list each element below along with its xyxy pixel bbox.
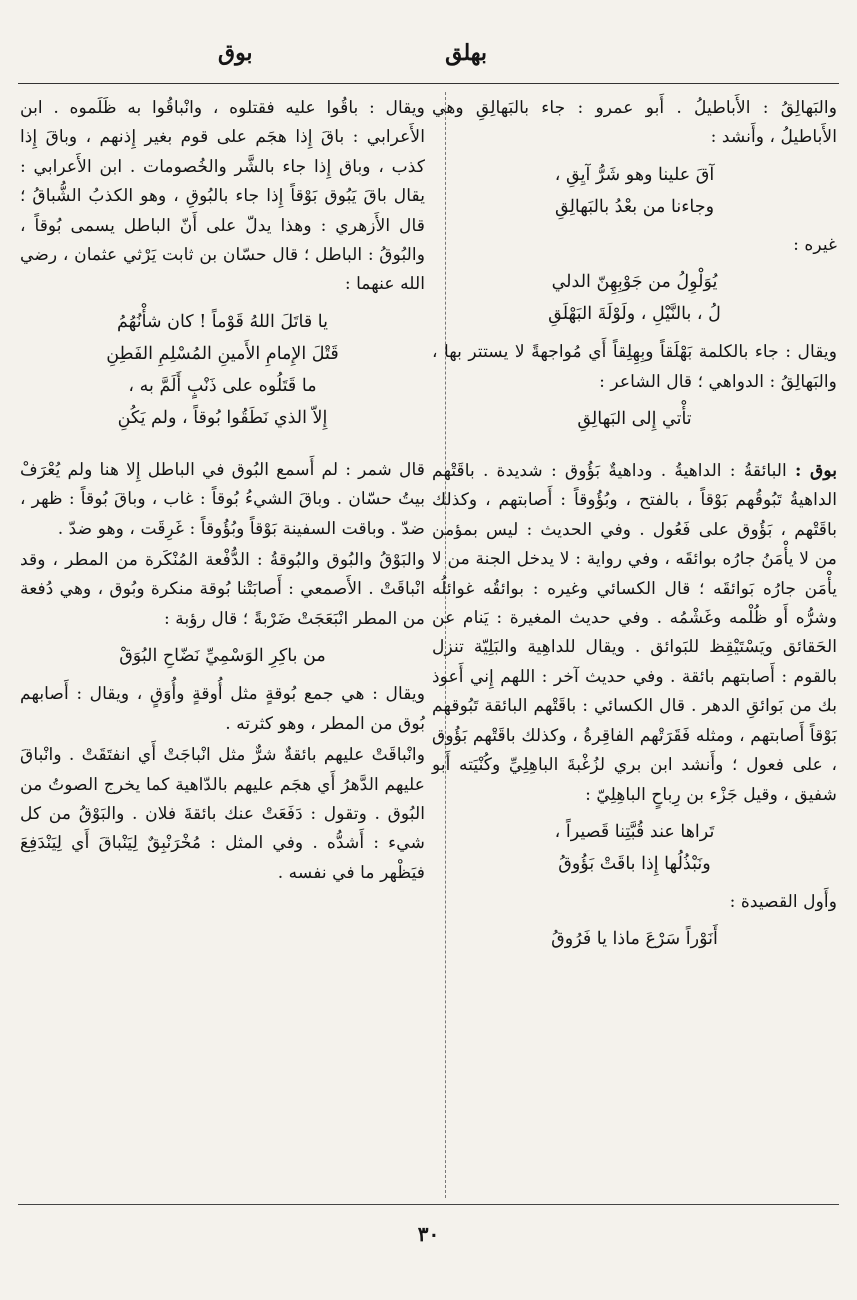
verse [432, 403, 837, 435]
verse [20, 640, 425, 672]
paragraph: قال شمر : لم أَسمع البُوق في الباطل إِلا هنا ولم يُعْرَفْ بيتُ حسّان . وباقَ الشيءُ بُوقاً : غاب ، وباقَ بُوقاً : ظهر ، ضدّ . وباقت السفينة بَوْقاً وبُؤُوقاً : غَرِقَت ، وهو ضدّ . [20, 459, 425, 539]
running-header-right: بهلق [445, 40, 487, 66]
left-column [20, 94, 425, 890]
verse-line: ونَبْذُلُها إِذا باقَتْ بَؤُوقُ [558, 853, 711, 874]
verse-line: تَراها عند قُبَّتِنا قَصيراً ، [554, 821, 715, 842]
paragraph: والبَهالِقُ : الأَباطيلُ . أَبو عمرو : جاء بالبَهالِقِ وهي الأَباطيلُ ، وأَنشد : [432, 98, 837, 148]
right-column [432, 94, 837, 963]
paragraph [432, 457, 837, 810]
verse-line: آقَ علينا وهو شَرُّ آيِقِ ، [554, 164, 715, 185]
verse [20, 306, 425, 434]
verse-line: وجاءنا من بعْدُ بالبَهالِقِ [554, 196, 715, 217]
verse-line: إِلاّ الذي نَطَقُوا بُوقاً ، ولم يَكُنِ [117, 407, 328, 428]
header-rule [18, 83, 839, 84]
verse-line: قَتْلَ الإِمامِ الأَمينِ المُسْلِمِ الفَطِنِ [106, 343, 339, 364]
paragraph: وانْباقَتْ عليهم بائقةٌ شرٌّ مثل انْباجَتْ أَي انفتَقَتْ . وانْباقَ عليهم الدَّهرُ أَي هجَم عليهم بالدّاهية كما يخرج الصوتُ من البُوق . وتقول : دَفَعَتْ عنك بائقةَ فلان . والبَوْقُ من كل شيء : أَشدُّه . وفي المثل : مُخْرَنْبِقٌ لِيَنْباقَ أَي لِيَنْدَفِعَ فيَظْهر ما في نفسه . [20, 745, 425, 883]
verse [432, 816, 837, 880]
verse-line: ما قَتَلُوه على ذَنْبٍ أَلَمَّ به ، [128, 375, 317, 396]
footer-rule [18, 1204, 839, 1205]
entry-text: البائقةُ : الداهيةُ . وداهيةٌ بَؤُوق : شديدة . باقَتْهم الداهيةُ تَبُوقُهم بَوْقاً ، بالفتح ، وبُؤُوقاً : أَصابتهم ، وكذلك باقَتْهم ، بَؤُوق على فَعُول . وفي الحديث : ليس بمؤمن من لا يأْمَنُ جارُه بوائقَه ، وفي رواية : لا يدخل الجنة من لا يأْمَن جارُه بَوائقَه ؛ قال الكسائي وغيره : بوائقُه غوائلُه وشرُّه أَو ظُلْمه وغَشْمُه . وفي حديث المغيرة : يَنام عن الحَقائق ويَسْتَيْقِظ للبَوائق . ويقال للداهِية والبَلِيّة تنزل بالقوم : أَصابتهم بائقة . وفي حديث آخر : اللهم إِني أَعوذ بك من بَوائقِ الدهر . قال الكسائي : باقَتْهم البائقة تَبُوقهم بَوْقاً أَصابتهم ، ومثله فَقَرَتْهم الفاقِرةُ ، وكذلك باقَتْهم بَؤُوق ، على فعول ؛ وأَنشد ابن بري لزُغْبةَ الباهِلِيِّ وكُنْيَته أَبو شفيق ، وقيل جَزْء بن رِباحٍ الباهِلِيّ : [432, 461, 837, 805]
entry-headword: بوق : [794, 461, 838, 482]
paragraph: ويقال : جاء بالكلمة بَهْلَقاً وبِهِلِقاً أَي مُواجهةً لا يستتر بها ، والبَهالِقُ : الدواهي ؛ قال الشاعر : [432, 342, 837, 392]
paragraph: ويقال : باقُوا عليه فقتلوه ، وانْباقُوا به ظَلَموه . ابن الأَعرابي : باقَ إِذا هجَم على قوم بغير إِذنهم ، وباقَ إِذا كذب ، وباق إِذا جاء بالشَّر والخُصومات . ابن الأَعرابي : يقال باقَ يَبُوق بَوْقاً إِذا جاء بالبُوقِ ، وهو الكذبُ الشُّباقُ ؛ قال الأَزهري : وهذا يدلّ على أَنّ الباطل يسمى بُوقاً ، والبُوقُ : الباطل ؛ قال حسّان بن ثابت يَرْثي عثمان ، رضي الله عنهما : [20, 98, 425, 295]
verse-line: يا قاتَلَ اللهُ قَوْماً ! كان شأْنُهُمُ [116, 311, 328, 332]
verse-line: يُوَلْوِلُ من جَوْبِهِنّ الدلي [551, 272, 718, 293]
verse-line: تأْتي إِلى البَهالِقِ [577, 409, 692, 430]
running-header-left: بوق [218, 40, 253, 66]
verse-line: أَنَوْراً سَرْعَ ماذا يا فَرُوقُ [551, 929, 718, 950]
verse [432, 266, 837, 330]
paragraph: والبَوْقُ والبُوق والبُوقةُ : الدُّفْعة المُنْكَرة من المطر ، وقد انْباقَتْ . الأَصمعي : أَصابَتْنا بُوقة منكرة وبُوق ، وهي دُفعة من المطر انْبَعَجَتْ ضَرْبةً ؛ قال رؤبة : [20, 550, 425, 629]
paragraph: وأَول القصيدة : [729, 891, 837, 912]
verse [432, 923, 837, 955]
verse [432, 159, 837, 223]
page-number: ٣٠ [417, 1222, 440, 1246]
paragraph: ويقال : هي جمع بُوقةٍ مثل أُوقةٍ وأُوَقٍ ، ويقال : أَصابهم بُوق من المطر ، وهو كثرته . [20, 684, 425, 734]
paragraph: غيره : [793, 234, 837, 255]
verse-line: من باكِرِ الوَسْمِيِّ نَضّاحِ البُوَقْ [119, 646, 326, 667]
verse-line: لُ ، بالنَّيْلِ ، ولَوْلَةَ البَهْلَقِ [548, 304, 721, 325]
